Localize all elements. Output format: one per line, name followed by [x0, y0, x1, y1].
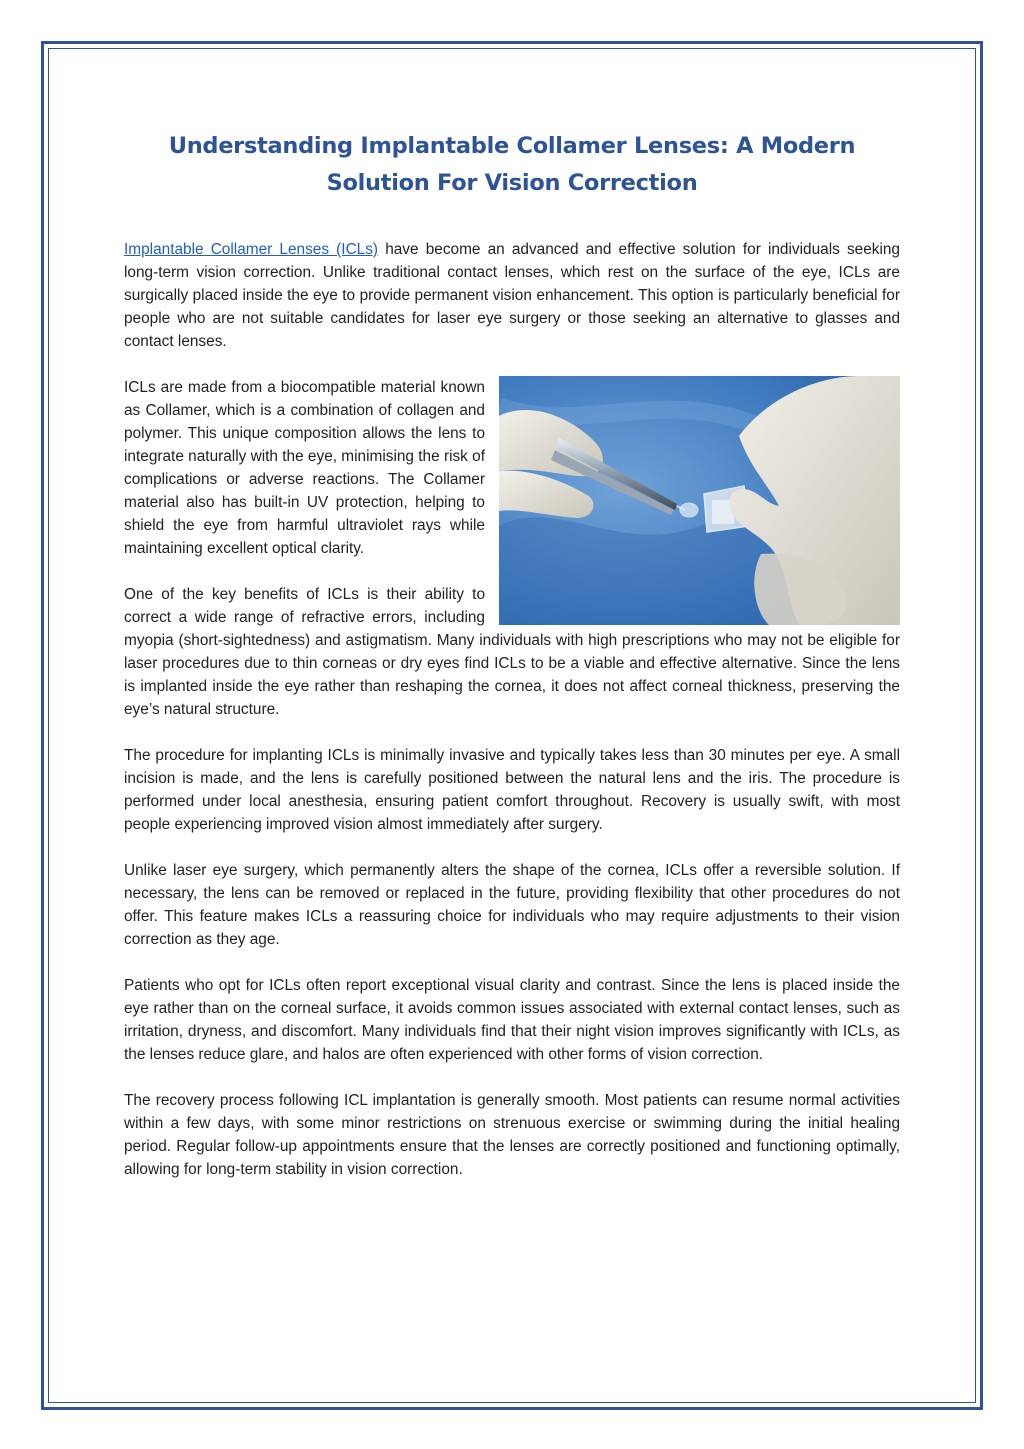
icl-lens-photo — [499, 376, 900, 625]
material-paragraph: ICLs are made from a biocompatible material known as Collamer, which is a combination of collagen and polymer. This unique composition allows the lens to integrate naturally with the eye, minimising the risk of complications or adverse reactions. The Collamer material also has built-in UV protection, helping to shield the eye from harmful ultraviolet rays while maintaining excellent optical clarity. — [124, 379, 485, 557]
title-line-2: Solution For Vision Correction — [326, 170, 698, 196]
title-line-1: Understanding Implantable Collamer Lenses: A Modern — [168, 133, 856, 159]
recovery-paragraph: The recovery process following ICL implantation is generally smooth. Most patients can resume normal activities within a few days, with some minor restrictions on strenuous exercise or swimming during the initial healing period. Regular follow-up appointments ensure that the lenses are correctly positioned and functioning optimally, allowing for long-term stability in vision correction. — [124, 1092, 900, 1178]
document-body — [124, 128, 900, 1181]
reversible-paragraph: Unlike laser eye surgery, which permanently alters the shape of the cornea, ICLs offer a reversible solution. If necessary, the lens can be removed or replaced in the future, providing flexibility that other procedures do not offer. This feature makes ICLs a reassuring choice for individuals who may require adjustments to their vision correction as they age. — [124, 862, 900, 948]
procedure-paragraph: The procedure for implanting ICLs is minimally invasive and typically takes less than 30 minutes per eye. A small incision is made, and the lens is carefully positioned between the natural lens and the iris. The procedure is performed under local anesthesia, ensuring patient comfort throughout. Recovery is usually swift, with most people experiencing improved vision almost immediately after surgery. — [124, 747, 900, 833]
clarity-paragraph: Patients who opt for ICLs often report exceptional visual clarity and contrast. Since the lens is placed inside the eye rather than on the corneal surface, it avoids common issues associated with external contact lenses, such as irritation, dryness, and discomfort. Many individuals find that their night vision improves significantly with ICLs, as the lenses reduce glare, and halos are often experienced with other forms of vision correction. — [124, 977, 900, 1063]
intro-text: have become an advanced and effective solution for individuals seeking long-term vision correction. Unlike traditional contact lenses, which rest on the surface of the eye, ICLs are surgically placed inside the eye to provide permanent vision enhancement. This option is particularly beneficial for people who are not suitable candidates for laser eye surgery or those seeking an alternative to glasses and contact lenses. — [124, 241, 900, 350]
benefits-paragraph: One of the key benefits of ICLs is their ability to correct a wide range of refractive errors, including myopia (short-sightedness) and astigmatism. Many individuals with high prescriptions who may not be eligible for laser procedures due to thin corneas or dry eyes find ICLs to be a viable and effective alternative. Since the lens is implanted inside the eye rather than reshaping the cornea, it does not affect corneal thickness, preserving the eye’s natural structure. — [124, 586, 900, 718]
page-title — [124, 128, 900, 202]
icl-link[interactable]: Implantable Collamer Lenses (ICLs) — [124, 241, 379, 258]
intro-paragraph — [124, 238, 900, 353]
